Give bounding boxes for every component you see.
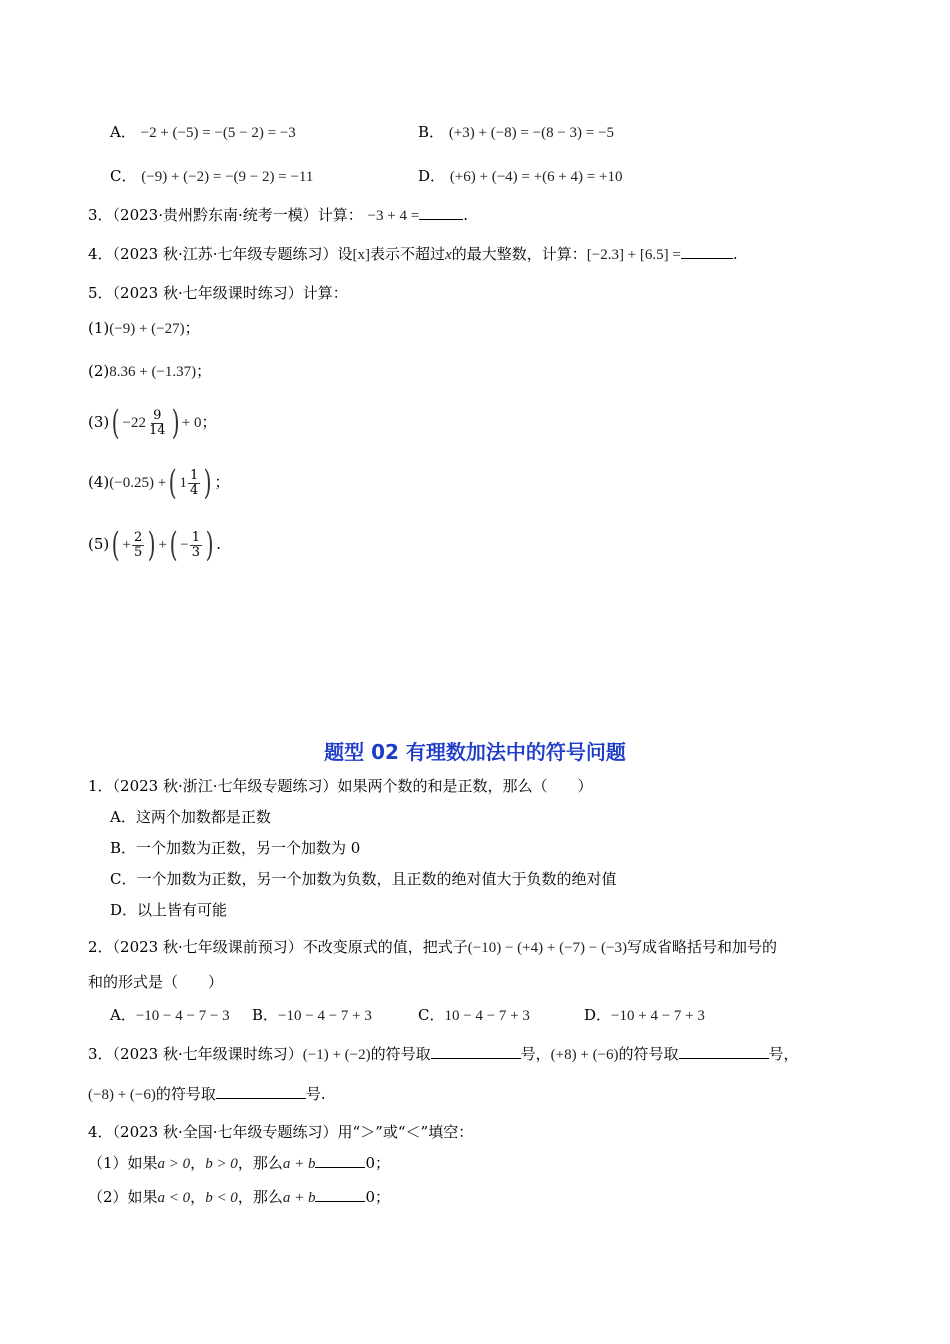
- s2-q1-option-b: B．一个加数为正数，另一个加数为 0: [110, 839, 361, 857]
- s2-question-4: 4．（2023 秋·全国·七年级专题练习）用“＞”或“＜”填空：: [88, 1123, 474, 1141]
- s2-q4-part-2: （2）如果a < 0，b < 0，那么a + b 0；: [88, 1188, 390, 1206]
- s2-q2-option-c: C．10 − 4 − 7 + 3: [418, 1006, 530, 1024]
- s2-q2-line2: 和的形式是（ ）: [88, 973, 224, 991]
- s2-question-1: 1．（2023 秋·浙江·七年级专题练习）如果两个数的和是正数，那么（ ）: [88, 777, 593, 795]
- q5-part-1: (1)(−9) + (−27)；: [88, 319, 200, 337]
- s2-q4-part-1: （1）如果a > 0，b > 0，那么a + b 0；: [88, 1154, 390, 1172]
- answer-blank: [315, 1153, 365, 1168]
- option-b: B． (+3) + (−8) = −(8 − 3) = −5: [418, 123, 614, 141]
- section-title: 题型 02 有理数加法中的符号问题: [324, 740, 626, 764]
- answer-blank: [681, 244, 733, 259]
- answer-blank: [679, 1044, 769, 1059]
- answer-blank: [216, 1084, 306, 1099]
- s2-q2-option-b: B．−10 − 4 − 7 + 3: [252, 1006, 372, 1024]
- question-5: 5．（2023 秋·七年级课时练习）计算：: [88, 284, 348, 302]
- q5-part-4: (4)(−0.25) +( 1 $\frac{1}{4}$ ) ；: [88, 463, 230, 503]
- s2-q1-option-d: D．以上皆有可能: [110, 901, 228, 919]
- s2-q1-option-a: A．这两个加数都是正数: [110, 808, 271, 826]
- option-a-expr: −2 + (−5) = −(5 − 2) = −3: [140, 125, 296, 141]
- option-d-expr: (+6) + (−4) = +(6 + 4) = +10: [449, 169, 623, 185]
- option-d: D． (+6) + (−4) = +(6 + 4) = +10: [418, 167, 623, 185]
- option-c-expr: (−9) + (−2) = −(9 − 2) = −11: [141, 169, 314, 185]
- fraction: $\frac{1}{4}$: [189, 467, 199, 498]
- s2-q1-option-c: C．一个加数为正数，另一个加数为负数，且正数的绝对值大于负数的绝对值: [110, 870, 617, 888]
- s2-q3-line2: (−8) + (−6)的符号取 号.: [88, 1085, 326, 1103]
- q5-part-2: (2)8.36 + (−1.37)；: [88, 362, 212, 380]
- option-a: A． −2 + (−5) = −(5 − 2) = −3: [110, 123, 296, 141]
- question-4: 4．（2023 秋·江苏·七年级专题练习）设[x]表示不超过x的最大整数，计算：[−2.3] + [6.5] = .: [88, 245, 738, 263]
- q5-part-5: (5)( + $\frac{2}{5}$ ) +( − $\frac{1}{3}$ ) .: [88, 525, 222, 565]
- s2-q2-option-d: D．−10 + 4 − 7 + 3: [584, 1006, 705, 1024]
- option-c: C． (−9) + (−2) = −(9 − 2) = −11: [110, 167, 314, 185]
- s2-q2-option-a: A．−10 − 4 − 7 − 3: [110, 1006, 230, 1024]
- fraction: $\frac{2}{5}$: [133, 529, 143, 560]
- fraction: $\frac{9}{14}$: [148, 407, 166, 438]
- question-3: 3．（2023·贵州黔东南·统考一模）计算： −3 + 4 = .: [88, 206, 468, 224]
- option-b-expr: (+3) + (−8) = −(8 − 3) = −5: [448, 125, 614, 141]
- fraction: $\frac{1}{3}$: [191, 529, 201, 560]
- answer-blank: [419, 205, 463, 220]
- q3-expr: −3 + 4 =: [367, 208, 420, 224]
- s2-question-3: 3．（2023 秋·七年级课时练习）(−1) + (−2)的符号取 号，(+8) + (−6)的符号取 号，: [88, 1045, 799, 1063]
- s2-question-2: 2．（2023 秋·七年级课前预习）不改变原式的值，把式子(−10) − (+4) + (−7) − (−3)写成省略括号和加号的: [88, 938, 777, 956]
- answer-blank: [315, 1187, 365, 1202]
- answer-blank: [431, 1044, 521, 1059]
- q5-part-3: (3)( −22 $\frac{9}{14}$ ) + 0；: [88, 403, 217, 443]
